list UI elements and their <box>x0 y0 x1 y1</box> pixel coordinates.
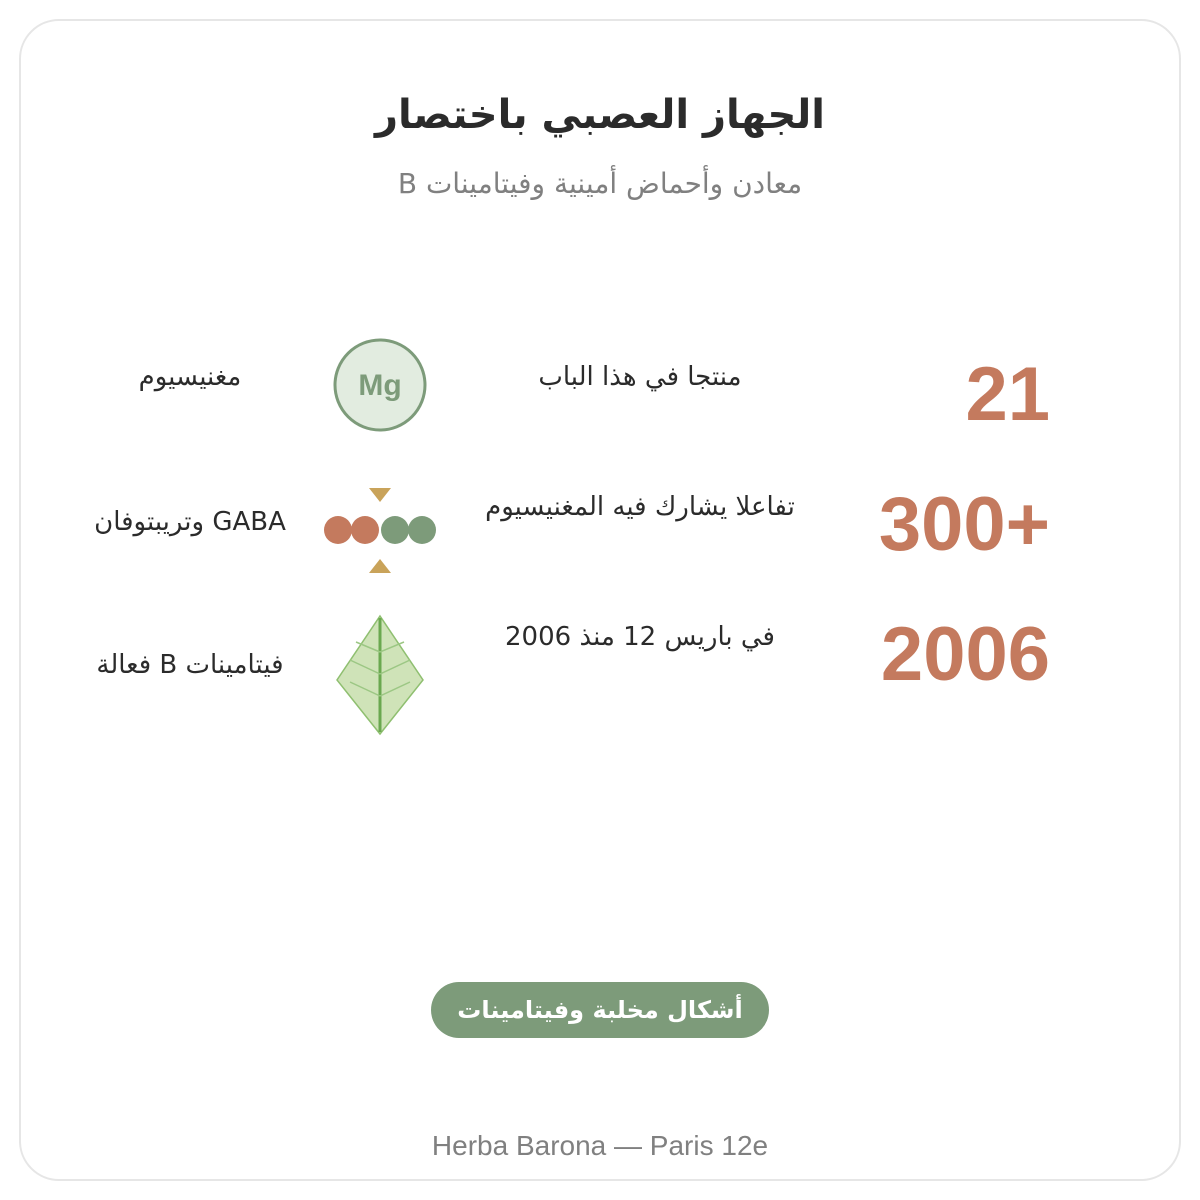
molecule-chain-icon <box>320 484 440 582</box>
page-subtitle: معادن وأحماض أمينية وفيتامينات B <box>397 167 803 200</box>
stat-label-year: في باريس 12 منذ 2006 <box>505 622 775 652</box>
magnesium-icon-text: Mg <box>358 369 402 402</box>
feature-label-gaba: GABA وتريبتوفان <box>94 507 286 537</box>
methyl-forms-badge: أشكال مخلبة وفيتامينات ميثيل <box>431 982 769 1038</box>
stat-number-year: 2006 <box>880 612 1050 697</box>
stat-label-reactions: تفاعلا يشارك فيه المغنيسيوم <box>485 492 795 522</box>
page-title: الجهاز العصبي باختصار <box>374 92 826 138</box>
stat-number-reactions: 300+ <box>878 482 1050 567</box>
feature-label-magnesium: مغنيسيوم <box>138 362 242 392</box>
magnesium-icon <box>332 337 428 437</box>
feature-label-vitamins: فيتامينات B فعالة <box>96 650 284 680</box>
stat-number-products: 21 <box>965 352 1050 437</box>
footer-brand: Herba Barona — Paris 12e <box>431 1130 769 1161</box>
leaf-icon <box>334 612 426 742</box>
stat-label-products: منتجا في هذا الباب <box>538 362 742 392</box>
